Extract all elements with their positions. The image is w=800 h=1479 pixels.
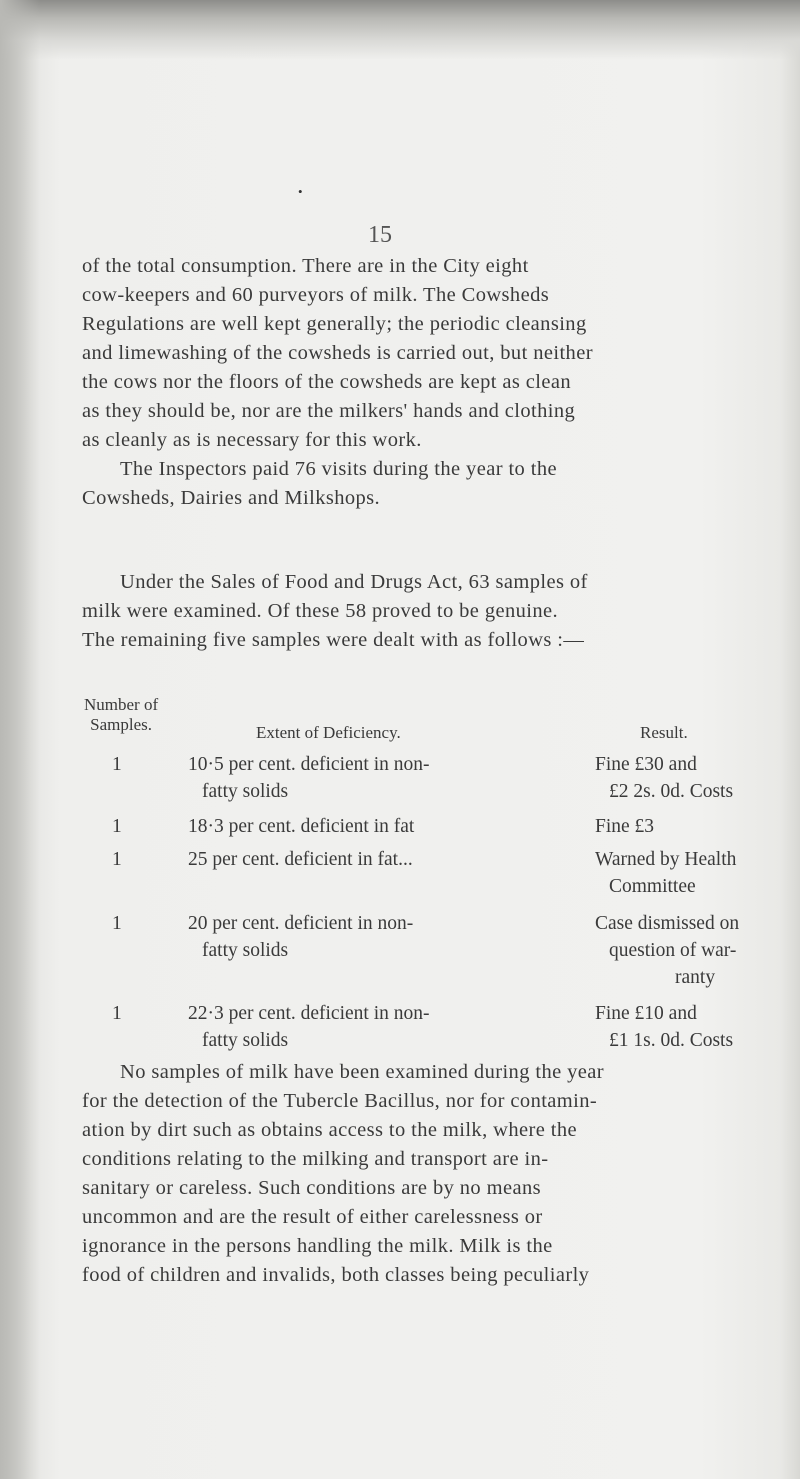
text-line: as they should be, nor are the milkers' hands and clothing bbox=[82, 400, 576, 422]
samples-table bbox=[80, 695, 790, 1058]
table-row bbox=[80, 813, 790, 846]
paragraph-cowsheds bbox=[82, 252, 782, 513]
page-top-shadow bbox=[0, 0, 800, 60]
cell-extent bbox=[188, 1000, 588, 1054]
table-row bbox=[80, 846, 790, 910]
cell-number: 1 bbox=[112, 1003, 122, 1024]
cell-line: question of war- bbox=[609, 940, 737, 961]
text-line: ation by dirt such as obtains access to the milk, where the bbox=[82, 1119, 577, 1141]
text-line: cow-keepers and 60 purveyors of milk. The Cowsheds bbox=[82, 284, 550, 306]
cell-line: fatty solids bbox=[202, 1030, 289, 1051]
ink-mark: • bbox=[298, 184, 303, 199]
table-header bbox=[80, 695, 790, 751]
cell-line: 22·3 per cent. deficient in non- bbox=[188, 1003, 430, 1024]
cell-line: £2 2s. 0d. Costs bbox=[609, 781, 734, 802]
text-line: The remaining five samples were dealt with as follows :— bbox=[82, 629, 585, 651]
text-line: The Inspectors paid 76 visits during the year to the bbox=[120, 458, 557, 480]
cell-line: ranty bbox=[675, 967, 716, 988]
text-line: Cowsheds, Dairies and Milkshops. bbox=[82, 487, 381, 509]
cell-result bbox=[595, 1000, 795, 1054]
header-extent: Extent of Deficiency. bbox=[256, 723, 401, 742]
cell-extent bbox=[188, 813, 588, 840]
table-row bbox=[80, 910, 790, 1000]
text-line: and limewashing of the cowsheds is carried out, but neither bbox=[82, 342, 593, 364]
cell-result bbox=[595, 846, 795, 900]
cell-result bbox=[595, 813, 795, 840]
cell-line: 18·3 per cent. deficient in fat bbox=[188, 816, 415, 837]
text-line: milk were examined. Of these 58 proved to be genuine. bbox=[82, 600, 559, 622]
text-line: ignorance in the persons handling the milk. Milk is the bbox=[82, 1235, 553, 1257]
text-line: for the detection of the Tubercle Bacillus, nor for contamin- bbox=[82, 1090, 598, 1112]
header-result: Result. bbox=[640, 723, 688, 742]
text-line: as cleanly as is necessary for this work. bbox=[82, 429, 422, 451]
page-number: 15 bbox=[368, 222, 392, 248]
cell-line: Warned by Health bbox=[595, 849, 737, 870]
cell-extent bbox=[188, 846, 588, 873]
text-line: Under the Sales of Food and Drugs Act, 63 samples of bbox=[120, 571, 588, 593]
cell-line: Committee bbox=[609, 876, 696, 897]
paragraph-tubercle bbox=[82, 1058, 782, 1290]
text-line: food of children and invalids, both classes being peculiarly bbox=[82, 1264, 590, 1286]
cell-line: fatty solids bbox=[202, 940, 289, 961]
cell-line: 25 per cent. deficient in fat... bbox=[188, 849, 413, 870]
header-number-line: Samples. bbox=[90, 715, 152, 734]
page-left-shadow bbox=[0, 0, 40, 1479]
cell-line: £1 1s. 0d. Costs bbox=[609, 1030, 734, 1051]
text-line: conditions relating to the milking and transport are in- bbox=[82, 1148, 549, 1170]
text-line: the cows nor the floors of the cowsheds are kept as clean bbox=[82, 371, 572, 393]
cell-result bbox=[595, 751, 795, 805]
header-number-line: Number of bbox=[84, 695, 159, 714]
table-row bbox=[80, 1000, 790, 1058]
cell-line: 20 per cent. deficient in non- bbox=[188, 913, 414, 934]
text-line: uncommon and are the result of either carelessness or bbox=[82, 1206, 543, 1228]
header-number bbox=[84, 695, 158, 735]
cell-number: 1 bbox=[112, 849, 122, 870]
text-line: of the total consumption. There are in the City eight bbox=[82, 255, 529, 277]
cell-line: 10·5 per cent. deficient in non- bbox=[188, 754, 430, 775]
cell-line: fatty solids bbox=[202, 781, 289, 802]
text-line: No samples of milk have been examined during the year bbox=[120, 1061, 605, 1083]
cell-extent bbox=[188, 751, 588, 805]
cell-line: Case dismissed on bbox=[595, 913, 740, 934]
cell-extent bbox=[188, 910, 588, 964]
table-row bbox=[80, 751, 790, 813]
cell-number: 1 bbox=[112, 913, 122, 934]
text-line: Regulations are well kept generally; the periodic cleansing bbox=[82, 313, 587, 335]
cell-line: Fine £30 and bbox=[595, 754, 697, 775]
text-line: sanitary or careless. Such conditions are by no means bbox=[82, 1177, 541, 1199]
cell-line: Fine £10 and bbox=[595, 1003, 697, 1024]
paragraph-sales-act bbox=[82, 568, 782, 655]
cell-number: 1 bbox=[112, 754, 122, 775]
cell-result bbox=[595, 910, 795, 991]
cell-number: 1 bbox=[112, 816, 122, 837]
cell-line: Fine £3 bbox=[595, 816, 655, 837]
